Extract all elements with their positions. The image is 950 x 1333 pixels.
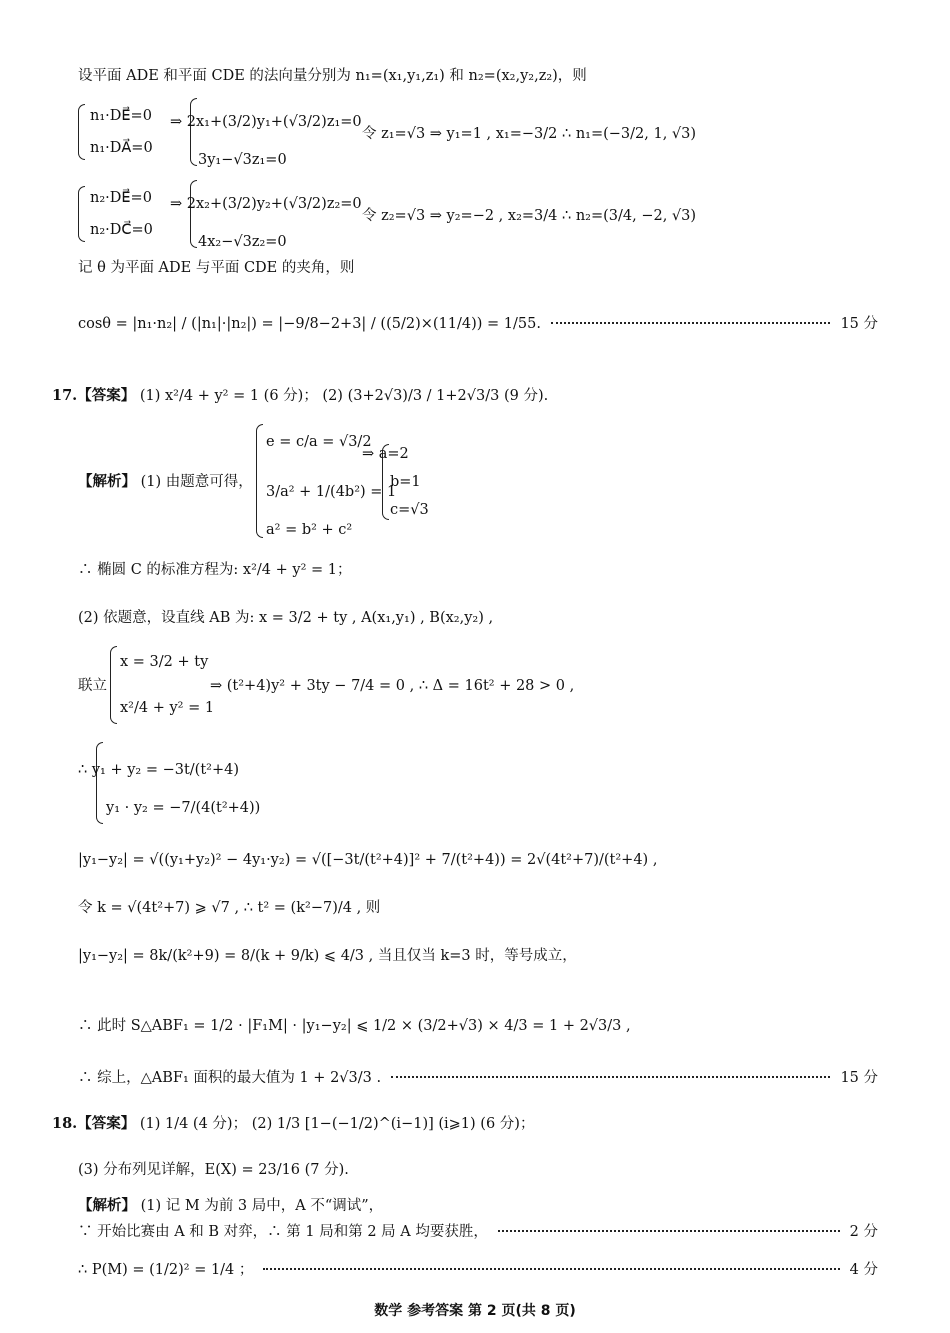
prob-text: ∴ P(M) = (1/2)² = 1/4 ； [78,1262,254,1278]
angle-intro: 记 θ 为平面 ADE 与平面 CDE 的夹角，则 [78,260,355,276]
conclusion-line [78,1068,878,1088]
analysis-label: 【解析】 [78,473,136,490]
system-brace [110,646,117,724]
part1-sys3: a² = b² + c² [266,522,353,538]
q18-answer [52,1114,534,1134]
score: 2 分 [849,1224,878,1240]
part1-intro: (1) 由题意可得， [140,474,253,490]
system-brace [78,186,85,242]
normals-intro: 设平面 ADE 和平面 CDE 的法向量分别为 n₁=(x₁,y₁,z₁) 和 n₂=(x₂,y₂,z₂)，则 [78,68,587,84]
sys2-conclusion: 令 z₂=√3 ⇒ y₂=−2 , x₂=3/4 ∴ n₂=(3/4, −2, √3) [362,208,697,224]
score: 4 分 [849,1262,878,1278]
ellipse-equation: ∴ 椭圆 C 的标准方程为: x²/4 + y² = 1； [78,562,352,578]
part1-res2: b=1 [390,474,421,490]
q18-answer-part3: (3) 分布列见详解，E(X) = 23/16 (7 分). [78,1162,349,1178]
diff-equation: |y₁−y₂| = √((y₁+y₂)² − 4y₁·y₂) = √([−3t/(t²+4)]² + 7/(t²+4)) = 2√(4t²+7)/(t²+4) , [78,852,658,868]
q18-analysis [78,1196,383,1216]
let-k: 令 k = √(4t²+7) ⩾ √7 , ∴ t² = (k²−7)/4 , 则 [78,900,381,916]
analysis-text: (1) 记 M 为前 3 局中，A 不“调试”， [140,1198,384,1214]
sys1-eq2: n₁·DA⃗=0 [90,140,153,156]
score: 15 分 [840,316,878,332]
lianli-eq2: x²/4 + y² = 1 [120,700,215,716]
leader-dots [263,1268,839,1270]
score: 15 分 [840,1070,878,1086]
lianli-result: ⇒ (t²+4)y² + 3ty − 7/4 = 0 , ∴ Δ = 16t² + 28 > 0 , [210,678,575,694]
leader-dots [391,1076,830,1078]
lianli-label: 联立 [78,678,107,694]
sys2-eq2: n₂·DC⃗=0 [90,222,153,238]
system-brace [256,424,263,538]
part1-sys1: e = c/a = √3/2 [266,434,372,450]
sys1-result2: 3y₁−√3z₁=0 [198,152,287,168]
sys1-eq1: n₁·DE⃗=0 [90,108,152,124]
lianli-eq1: x = 3/2 + ty [120,654,209,670]
vieta-eq2: y₁ · y₂ = −7/(4(t²+4)) [106,800,261,816]
because-text: ∵ 开始比赛由 A 和 B 对弈，∴ 第 1 局和第 2 局 A 均要获胜， [78,1224,488,1240]
system-brace [96,742,103,824]
sys1-result1: ⇒ 2x₁+(3/2)y₁+(√3/2)z₁=0 [170,114,362,130]
sys2-eq1: n₂·DE⃗=0 [90,190,152,206]
answer-label: 18.【答案】 [52,1115,136,1132]
sys2-result2: 4x₂−√3z₂=0 [198,234,287,250]
leader-dots [551,322,830,324]
answer-text: (1) 1/4 (4 分)； (2) 1/3 [1−(−1/2)^(i−1)] (i⩾1) (6 分)； [139,1116,535,1132]
part2-intro: (2) 依题意，设直线 AB 为: x = 3/2 + ty , A(x₁,y₁) , B(x₂,y₂) , [78,610,494,626]
inequality: |y₁−y₂| = 8k/(k²+9) = 8/(k + 9/k) ⩽ 4/3 , 当且仅当 k=3 时，等号成立， [78,948,577,964]
area-bound: ∴ 此时 S△ABF₁ = 1/2 · |F₁M| · |y₁−y₂| ⩽ 1/2 × (3/2+√3) × 4/3 = 1 + 2√3/3 , [78,1018,631,1034]
q17-answer [52,386,548,406]
sys2-result1: ⇒ 2x₂+(3/2)y₂+(√3/2)z₂=0 [170,196,362,212]
sys1-conclusion: 令 z₁=√3 ⇒ y₁=1 , x₁=−3/2 ∴ n₁=(−3/2, 1, √3) [362,126,697,142]
part1-res1: ⇒ a=2 [362,446,409,462]
cos-line [78,314,878,334]
page-footer: 数学 参考答案 第 2 页(共 8 页) [374,1303,576,1319]
analysis-label: 【解析】 [78,1197,136,1214]
vieta-eq1: ∴ y₁ + y₂ = −3t/(t²+4) [78,762,239,778]
answer-text: (1) x²/4 + y² = 1 (6 分)； (2) (3+2√3)/3 / 1+2√3/3 (9 分). [139,388,549,404]
cos-formula: cosθ = |n₁·n₂| / (|n₁|·|n₂|) = |−9/8−2+3| / ((5/2)×(11/4)) = 1/55. [78,316,541,332]
system-brace [78,104,85,160]
conclusion-text: ∴ 综上，△ABF₁ 面积的最大值为 1 + 2√3/3 . [78,1070,382,1086]
prob-line [78,1260,878,1280]
because-line [78,1222,878,1242]
part1-res3: c=√3 [390,502,429,518]
system-brace [190,98,197,166]
system-brace [190,180,197,248]
part1-sys2: 3/a² + 1/(4b²) = 1 [266,484,397,500]
leader-dots [498,1230,840,1232]
answer-label: 17.【答案】 [52,387,136,404]
q17-analysis [78,472,253,492]
